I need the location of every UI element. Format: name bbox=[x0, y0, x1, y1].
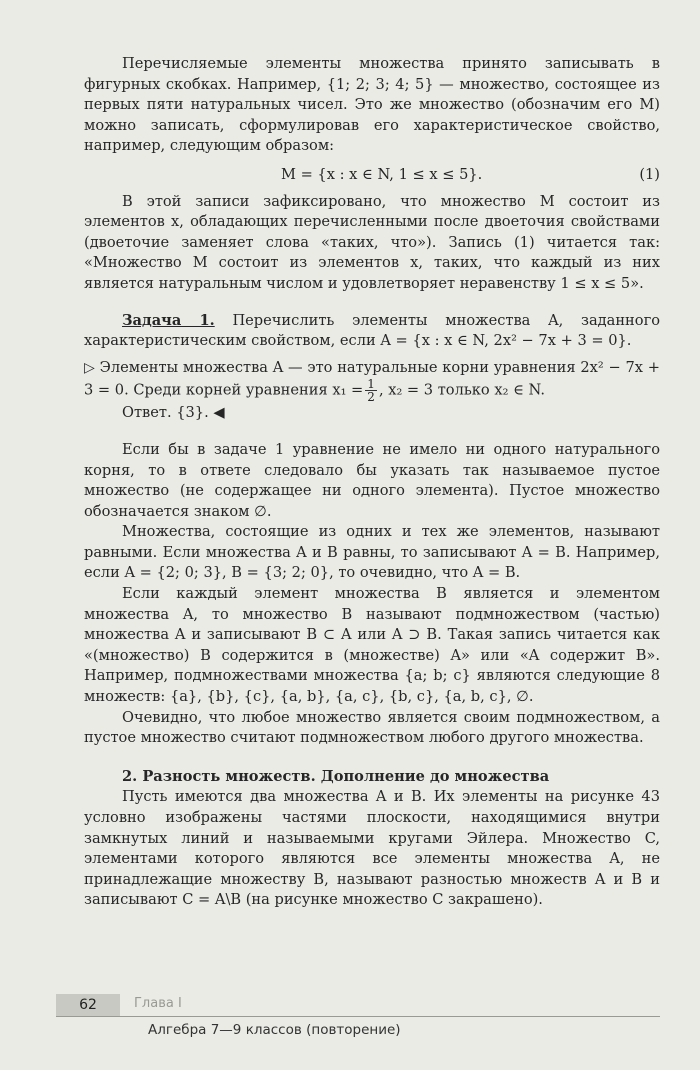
task-1 bbox=[84, 311, 660, 352]
paragraph-set-difference: Пусть имеются два множества A и B. Их элементы на рисунке 43 условно изображены частями плоскости, находящимися внутри замкнутых линий и называемыми кругами Эйлера. Множество C, элементами которого являются все элементы множества A, не принадлежащие множеству B, называют разностью множеств A и B и записывают C = A\B (на рисунке множество C закрашено). bbox=[84, 788, 660, 909]
solution-start-icon: ▷ bbox=[84, 359, 95, 376]
fraction-numerator: 1 bbox=[367, 377, 375, 392]
formula-1 bbox=[84, 165, 660, 186]
formula-1-number: (1) bbox=[639, 165, 660, 183]
paragraph-set-notation: Перечисляемые элементы множества принято записывать в фигурных скобках. Например, {1; 2; 3; 4; 5} — множество, состоящее из первых пяти натуральных чисел. Это же множество (обозначим его M) можно записать, сформулировав его характеристическое свойство, например, следующим образом: bbox=[84, 55, 660, 155]
task-1-title: Задача 1. bbox=[122, 311, 215, 329]
chapter-label: Глава I bbox=[134, 996, 182, 1011]
paragraph-subsets: Если каждый элемент множества B является и элементом множества A, то множество B называют подмножеством (частью) множества A и записывают B ⊂ A или A ⊃ B. Такая запись читается как «(множество) B содержится в (множестве) A» или «A содержит B». Например, подмножествами множества {a; b; c} являются следующие 8 множеств: {a}, {b}, {c}, {a, b}, {a, c}, {b, c}, {a, b, c}, ∅. bbox=[84, 585, 660, 706]
solution-text-a: Элементы множества A — это натуральные корни уравнения 2x² − 7x + 3 = 0. Среди корней уравнения x₁ = bbox=[84, 358, 660, 399]
fraction-denominator: 2 bbox=[367, 390, 375, 405]
paragraph-empty-set: Если бы в задаче 1 уравнение не имело ни одного натурального корня, то в ответе следовало бы указать так называемое пустое множество (не содержащее ни одного элемента). Пустое множество обозначается знаком ∅. bbox=[84, 440, 660, 520]
task-1-answer: Ответ. {3}. ◀ bbox=[122, 404, 225, 422]
page-number: 62 bbox=[56, 994, 120, 1016]
fraction-one-half bbox=[365, 378, 377, 403]
task-1-text: Перечислить элементы множества A, заданного характеристическим свойством, если A = {x : x ∈ N, 2x² − 7x + 3 = 0}. bbox=[84, 311, 661, 350]
task-1-solution bbox=[84, 358, 660, 404]
page-content bbox=[84, 54, 660, 911]
paragraph-formula-explanation: В этой записи зафиксировано, что множество M состоит из элементов x, обладающих перечисленными после двоеточия свойствами (двоеточие заменяет слова «таких, что»). Запись (1) читается так: «Множество M состоит из элементов x, таких, что каждый из них является натуральным числом и удовлетворяет неравенству 1 ≤ x ≤ 5». bbox=[84, 192, 660, 292]
paragraph-subset-remark: Очевидно, что любое множество является своим подмножеством, а пустое множество считают подмножеством любого другого множества. bbox=[84, 708, 660, 747]
formula-1-expression: M = {x : x ∈ N, 1 ≤ x ≤ 5}. bbox=[280, 165, 483, 183]
solution-text-b: , x₂ = 3 только x₂ ∈ N. bbox=[378, 381, 545, 399]
section-title-set-difference: 2. Разность множеств. Дополнение до множества bbox=[122, 767, 550, 785]
paragraph-equal-sets: Множества, состоящие из одних и тех же элементов, называют равными. Если множества A и B равны, то записывают A = B. Например, если A = {2; 0; 3}, B = {3; 2; 0}, то очевидно, что A = B. bbox=[84, 523, 660, 582]
section-subtitle: Алгебра 7—9 классов (повторение) bbox=[148, 1022, 401, 1038]
